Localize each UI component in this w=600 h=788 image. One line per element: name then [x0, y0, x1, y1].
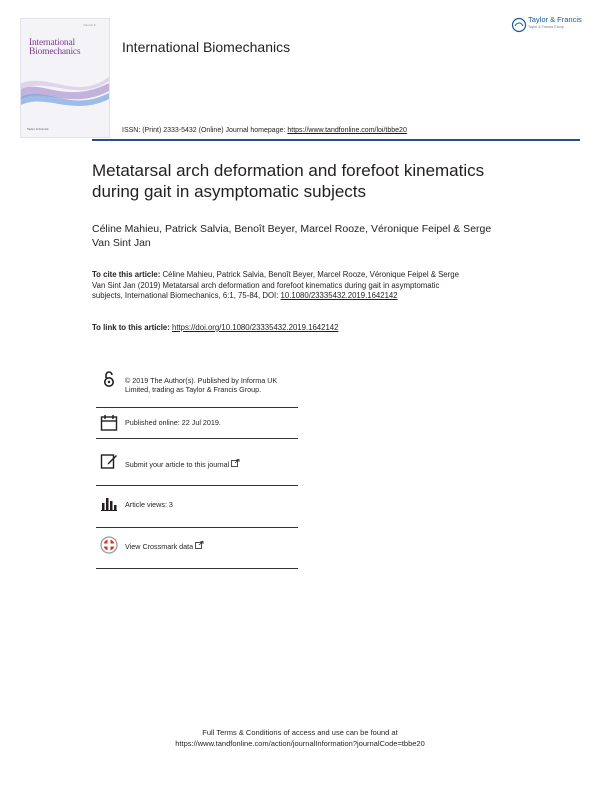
citation-doi-link[interactable]: 10.1080/23335432.2019.1642142 — [280, 291, 398, 300]
header-divider — [92, 139, 580, 141]
open-access-row — [96, 370, 298, 408]
submit-row[interactable] — [96, 439, 298, 486]
article-link-label: To link to this article: — [92, 323, 172, 332]
journal-cover — [20, 18, 110, 138]
issn-line — [122, 127, 407, 134]
publisher-logo-text: Taylor & Francis — [528, 15, 582, 24]
publisher-logo-subtext: Taylor & Francis Group — [528, 25, 564, 29]
edit-icon — [100, 452, 118, 470]
crossmark-icon — [100, 536, 118, 554]
submit-article-text: Submit your article to this journal — [125, 460, 230, 469]
published-date-text: Published online: 22 Jul 2019. — [125, 418, 221, 427]
cover-wave-graphic — [21, 71, 109, 121]
calendar-icon — [100, 414, 118, 432]
citation-text: Céline Mahieu, Patrick Salvia, Benoît Beyer, Marcel Rooze, Véronique Feipel & Serge Van Sint Jan (2019) Metatarsal arch deformation and forefoot kinematics during gait in asymptomatic subjects, International Biomechanics, 6:1, 75-84, DOI: — [92, 270, 459, 300]
cover-title — [29, 39, 80, 57]
article-link-url[interactable]: https://doi.org/10.1080/23335432.2019.1642142 — [172, 323, 339, 332]
published-row — [96, 408, 298, 439]
article-views-text: Article views: 3 — [125, 500, 173, 509]
cover-title-line1: International — [29, 38, 75, 48]
article-authors: Céline Mahieu, Patrick Salvia, Benoît Beyer, Marcel Rooze, Véronique Feipel & Serge Van Sint Jan — [92, 223, 492, 249]
citation-block — [92, 270, 472, 302]
open-access-icon — [100, 370, 118, 388]
cover-volume-text: Volume 6 — [83, 23, 96, 27]
cover-title-line2: Biomechanics — [29, 47, 81, 57]
cover-publisher-mark: Taylor & Francis — [27, 127, 49, 131]
submit-article-link[interactable] — [125, 459, 240, 469]
issn-text: ISSN: (Print) 2333-5432 (Online) Journal homepage: — [122, 127, 288, 134]
article-link-line — [92, 323, 338, 332]
footer-terms-text: Full Terms & Conditions of access and use can be found at — [202, 728, 398, 737]
footer — [120, 728, 480, 749]
journal-homepage-link[interactable]: https://www.tandfonline.com/loi/tbbe20 — [287, 127, 407, 134]
external-link-icon — [195, 541, 204, 549]
crossmark-row[interactable] — [96, 528, 298, 569]
citation-label: To cite this article: — [92, 270, 161, 279]
article-title: Metatarsal arch deformation and forefoot kinematics during gait in asymptomatic subjects — [92, 161, 485, 201]
footer-journal-info-link[interactable]: https://www.tandfonline.com/action/journalInformation?journalCode=tbbe20 — [175, 738, 425, 748]
crossmark-text: View Crossmark data — [125, 542, 194, 551]
open-access-text: © 2019 The Author(s). Published by Informa UK Limited, trading as Taylor & Francis Group. — [125, 376, 278, 394]
crossmark-link[interactable] — [125, 541, 204, 551]
bar-chart-icon — [100, 494, 118, 512]
external-link-icon — [231, 459, 240, 467]
views-row — [96, 486, 298, 528]
journal-name: International Biomechanics — [122, 39, 291, 55]
